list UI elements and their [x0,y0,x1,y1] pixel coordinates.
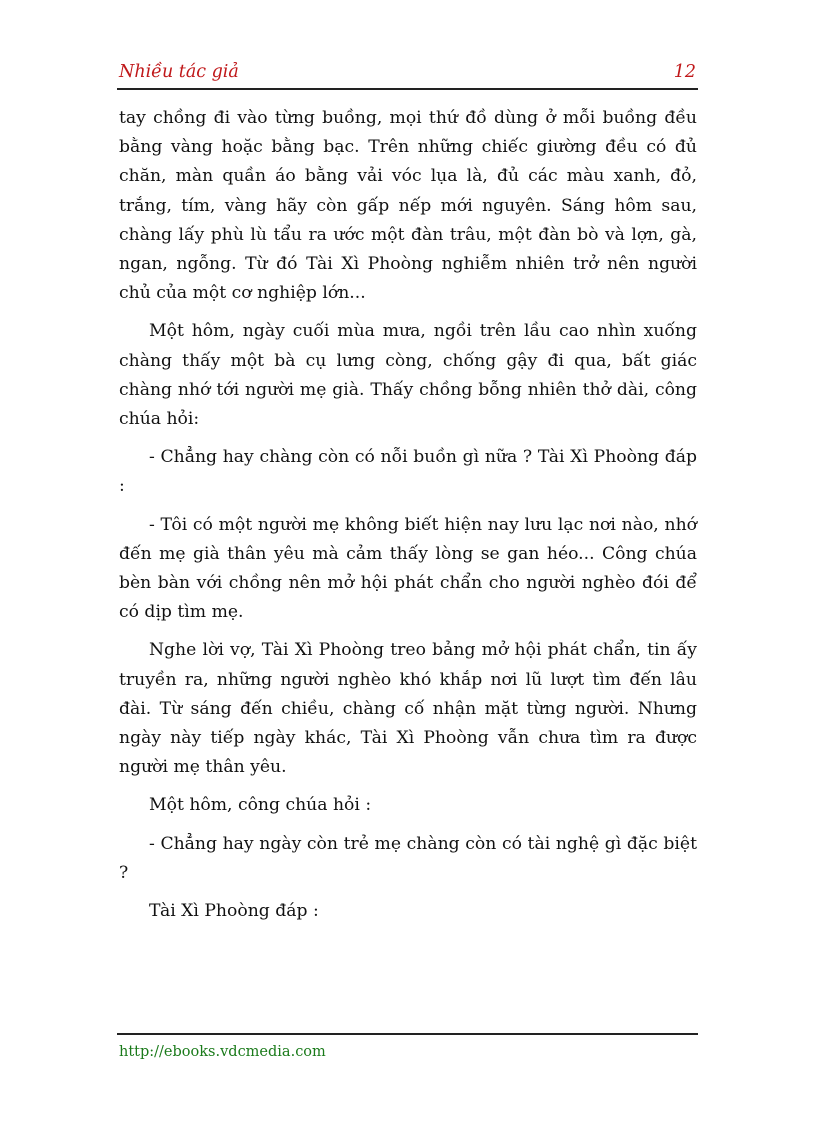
paragraph-4: - Tôi có một người mẹ không biết hiện nay lưu lạc nơi nào, nhớ đến mẹ già thân yêu mà cảm thấy lòng se gan héo... Công chúa bèn bàn với chồng nên mở hội phát chẩn cho người nghèo đói để có dịp tìm mẹ. [119,514,697,623]
page-body [119,104,697,935]
footer-divider [117,1033,698,1035]
paragraph-5: Nghe lời vợ, Tài Xì Phoòng treo bảng mở hội phát chẩn, tin ấy truyền ra, những người nghèo khó khắp nơi lũ lượt tìm đến lâu đài. Từ sáng đến chiều, chàng cố nhận mặt từng người. Nhưng ngày này tiếp ngày khác, Tài Xì Phoòng vẫn chưa tìm ra được người mẹ thân yêu. [119,640,697,778]
footer-url-link[interactable]: http://ebooks.vdcmedia.com [119,1044,326,1060]
paragraph-8: Tài Xì Phoòng đáp : [149,901,319,922]
paragraph-7: - Chẳng hay ngày còn trẻ mẹ chàng còn có tài nghệ gì đặc biệt ? [119,833,697,883]
page-header [117,60,698,90]
paragraph-1: tay chồng đi vào từng buồng, mọi thứ đồ dùng ở mỗi buồng đều bằng vàng hoặc bằng bạc. Trên những chiếc giường đều có đủ chăn, màn quần áo bằng vải vóc lụa là, đủ các màu xanh, đỏ, trắng, tím, vàng hãy còn gấp nếp mới nguyên. Sáng hôm sau, chàng lấy phù lù tẩu ra ước một đàn trâu, một đàn bò và lợn, gà, ngan, ngỗng. Từ đó Tài Xì Phoòng nghiễm nhiên trở nên người chủ của một cơ nghiệp lớn... [119,108,697,304]
paragraph-6: Một hôm, công chúa hỏi : [149,795,372,816]
paragraph-3: - Chẳng hay chàng còn có nỗi buồn gì nữa ? Tài Xì Phoòng đáp : [119,447,697,497]
page-number: 12 [673,62,696,82]
paragraph-2: Một hôm, ngày cuối mùa mưa, ngồi trên lầu cao nhìn xuống chàng thấy một bà cụ lưng còng, chống gậy đi qua, bất giác chàng nhớ tới người mẹ già. Thấy chồng bỗng nhiên thở dài, công chúa hỏi: [119,321,697,430]
header-author: Nhiều tác giả [119,62,239,82]
